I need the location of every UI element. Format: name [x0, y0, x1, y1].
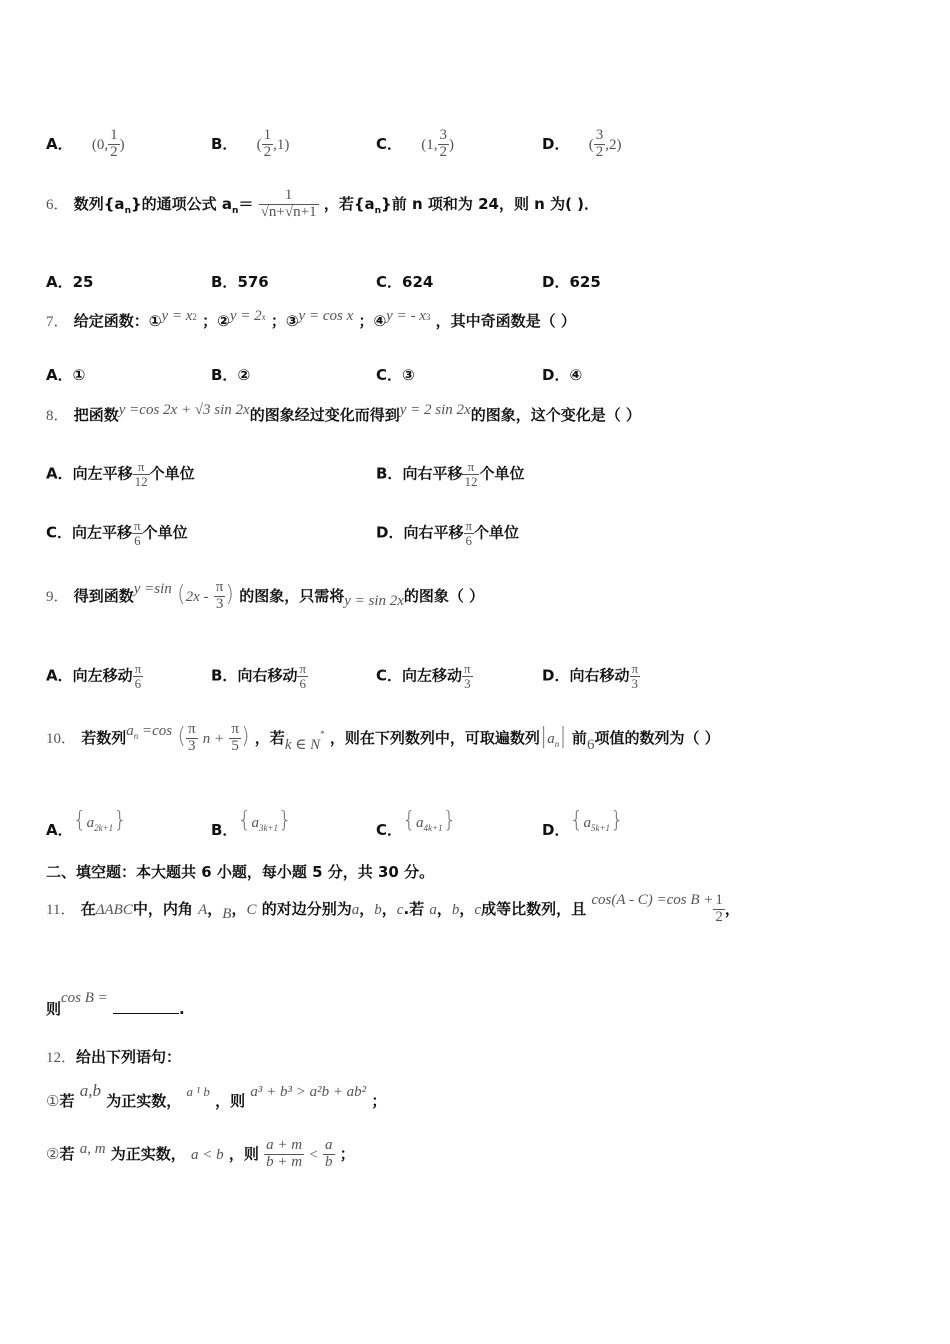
- q9-stem: 9． 得到函数y =sin (2x - $\frac{\pi}{3}$ ) 的图象，只需将y = sin 2x的图象（ ）: [46, 579, 485, 612]
- q5-option-a: A． (0, $\frac{1}{2}$ ): [46, 127, 125, 160]
- q12-statement-2: ②若 a, m 为正实数， a < b ，则 $\frac{a + m}{b + m}$ < $\frac{a}{b}$ ；: [46, 1137, 355, 1170]
- q5-option-b: B． ( $\frac{1}{2}$ ,1): [211, 127, 290, 160]
- q5-option-d: D． ( $\frac{3}{2}$ ,2): [542, 127, 622, 160]
- q6-stem: 6． 数列$\{a_n\}$的通项公式 $a_n=$ $\frac{1}{√n+√n+1}$ ，若$\{a_n\}$前 n 项和为 24，则 n 为( )．: [46, 187, 600, 220]
- q10-option-d: D．$\{a_{5k+1}\}$: [542, 808, 625, 839]
- q7-option-a: A．①: [46, 366, 86, 384]
- q10-option-b: B．$\{a_{3k+1}\}$: [211, 808, 293, 839]
- q5-option-c: C． (1, $\frac{3}{2}$ ): [376, 127, 454, 160]
- q8-stem: 8． 把函数y =cos 2x + √3 sin 2x的图象经过变化而得到y = 2 sin 2x的图象，这个变化是（ ）: [46, 402, 641, 424]
- q8-option-b: B．向右平移 $\frac{\pi}{12}$ 个单位: [376, 459, 525, 489]
- q7-stem: 7． 给定函数：①y = $x^2$ ；②y = $2^x$ ；③y = cos x ；④y = - $x^3$ ，其中奇函数是（ ）: [46, 308, 576, 330]
- q9-option-c: C．向左移动 $\frac{\pi}{3}$: [376, 661, 471, 691]
- q11-answer-blank[interactable]: [113, 1013, 179, 1014]
- q6-option-c: C．624: [376, 273, 434, 291]
- q11-answer-line: 则cos B = .: [46, 990, 185, 1018]
- q10-option-a: A．$\{a_{2k+1}\}$: [46, 808, 128, 839]
- q9-option-b: B．向右移动 $\frac{\pi}{6}$: [211, 661, 307, 691]
- q10-option-c: C．$\{a_{4k+1}\}$: [376, 808, 457, 839]
- q9-option-d: D．向右移动 $\frac{\pi}{3}$: [542, 661, 639, 691]
- q10-stem: 10． 若数列$a_n =\cos$ ( $\frac{\pi}{3}$ n + $\frac{\pi}{5}$ ) ，若k ∈ N* ，则在下列数列中，可取遍数列$|a_n|$ 前6项值的数列为（ ）: [46, 721, 720, 754]
- q6-option-d: D．625: [542, 273, 601, 291]
- q7-option-b: B．②: [211, 366, 251, 384]
- q8-option-d: D．向右平移 $\frac{\pi}{6}$ 个单位: [376, 518, 520, 548]
- q12-statement-1: ①若 a,b 为正实数， a ¹ b ，则 a³ + b³ > a²b + ab² ；: [46, 1081, 387, 1110]
- q12-intro: 12．给出下列语句：: [46, 1048, 182, 1066]
- q11-stem: 11． 在ΔABC中，内角 A，B，C 的对边分别为a，b，c.若 a，b，c成等比数列，且 cos(A - C) =cos B + $\frac{1}{2}$ ，: [46, 891, 740, 925]
- q8-option-a: A．向左平移 $\frac{\pi}{12}$ 个单位: [46, 459, 195, 489]
- q9-option-a: A．向左移动 $\frac{\pi}{6}$: [46, 661, 142, 691]
- q7-option-c: C．③: [376, 366, 415, 384]
- q7-option-d: D．④: [542, 366, 583, 384]
- q6-option-a: A．25: [46, 273, 94, 291]
- section-heading-fill-in: 二、填空题：本大题共 6 小题，每小题 5 分，共 30 分。: [46, 863, 435, 881]
- q6-option-b: B．576: [211, 273, 269, 291]
- q8-option-c: C．向左平移 $\frac{\pi}{6}$ 个单位: [46, 518, 188, 548]
